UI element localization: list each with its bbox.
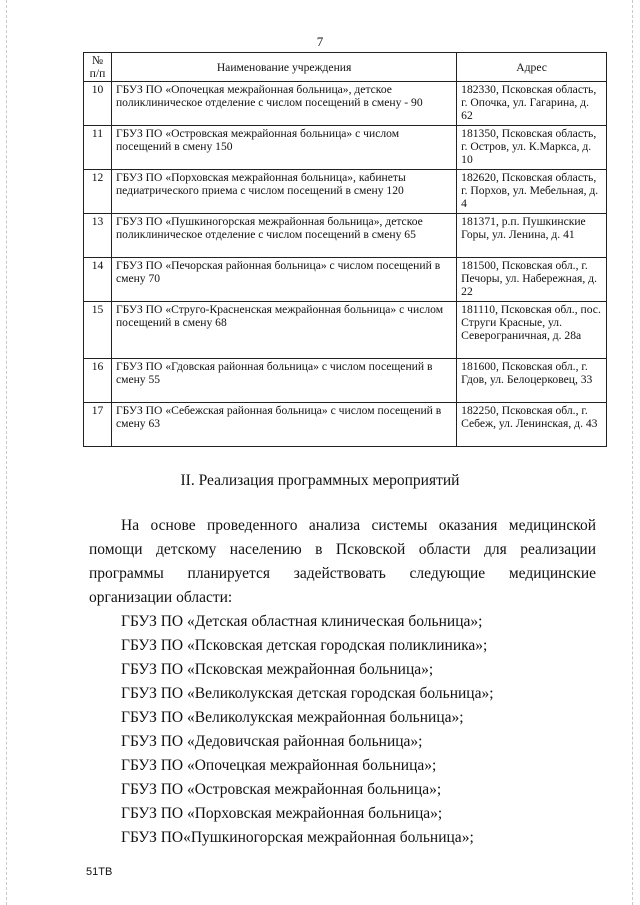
- institution-address: 182330, Псковская область, г. Опочка, ул. Гагарина, д. 62: [457, 82, 607, 126]
- institution-address: 181110, Псковская обл., пос. Струги Красные, ул. Северограничная, д. 28а: [457, 302, 607, 359]
- institutions-table: [83, 52, 607, 447]
- row-number: 10: [84, 82, 112, 126]
- institution-address: 181371, р.п. Пушкинские Горы, ул. Ленина, д. 41: [457, 214, 607, 258]
- institution-name: ГБУЗ ПО «Струго-Красненская межрайонная больница» с числом посещений в смену 68: [111, 302, 456, 359]
- intro-paragraph: На основе проведенного анализа системы оказания медицинской помощи детскому населению в Псковской области для реализации программы планируется задействовать следующие медицинские организации области:: [89, 517, 596, 606]
- list-item: ГБУЗ ПО «Детская областная клиническая больница»;: [121, 613, 483, 630]
- row-number: 11: [84, 126, 112, 170]
- institution-address: 181500, Псковская обл., г. Печоры, ул. Набережная, д. 22: [457, 258, 607, 302]
- institution-name: ГБУЗ ПО «Гдовская районная больница» с числом посещений в смену 55: [111, 359, 456, 403]
- page-number: 7: [316, 34, 324, 49]
- institution-name: ГБУЗ ПО «Островская межрайонная больница» с числом посещений в смену 150: [111, 126, 456, 170]
- list-item: ГБУЗ ПО «Великолукская детская городская больница»;: [121, 685, 494, 702]
- row-number: 14: [84, 258, 112, 302]
- row-number: 15: [84, 302, 112, 359]
- table-row: [84, 214, 607, 258]
- institution-address: 181350, Псковская область, г. Остров, ул. К.Маркса, д. 10: [457, 126, 607, 170]
- list-item: ГБУЗ ПО «Островская межрайонная больница»;: [121, 781, 442, 798]
- list-item: ГБУЗ ПО «Псковская детская городская поликлиника»;: [121, 637, 488, 654]
- institution-name: ГБУЗ ПО «Опочецкая межрайонная больница», детское поликлиническое отделение с числом посещений в смену - 90: [111, 82, 456, 126]
- table-row: [84, 82, 607, 126]
- list-item: ГБУЗ ПО «Псковская межрайонная больница»;: [121, 661, 434, 678]
- table-row: [84, 359, 607, 403]
- list-item: ГБУЗ ПО «Великолукская межрайонная больница»;: [121, 709, 464, 726]
- row-number: 16: [84, 359, 112, 403]
- header-institution-name: Наименование учреждения: [111, 53, 456, 82]
- row-number: 13: [84, 214, 112, 258]
- list-item: ГБУЗ ПО «Дедовичская районная больница»;: [121, 733, 423, 750]
- header-address: Адрес: [457, 53, 607, 82]
- row-number: 17: [84, 403, 112, 447]
- section-title: II. Реализация программных мероприятий: [180, 472, 460, 489]
- institution-name: ГБУЗ ПО «Печорская районная больница» с числом посещений в смену 70: [111, 258, 456, 302]
- row-number: 12: [84, 170, 112, 214]
- table-row: [84, 258, 607, 302]
- institution-name: ГБУЗ ПО «Порховская межрайонная больница», кабинеты педиатрического приема с числом посещений в смену 120: [111, 170, 456, 214]
- institution-address: 182620, Псковская область, г. Порхов, ул. Мебельная, д. 4: [457, 170, 607, 214]
- list-item: ГБУЗ ПО«Пушкиногорская межрайонная больница»;: [121, 829, 474, 846]
- institution-name: ГБУЗ ПО «Пушкиногорская межрайонная больница», детское поликлиническое отделение с числом посещений в смену 65: [111, 214, 456, 258]
- header-number: № п/п: [84, 53, 112, 82]
- organization-list: [121, 610, 494, 850]
- table-row: [84, 126, 607, 170]
- table-row: [84, 302, 607, 359]
- page-edge-right: [632, 0, 634, 905]
- table-row: [84, 170, 607, 214]
- institution-address: 182250, Псковская обл., г. Себеж, ул. Ленинская, д. 43: [457, 403, 607, 447]
- table-row: [84, 403, 607, 447]
- institution-name: ГБУЗ ПО «Себежская районная больница» с числом посещений в смену 63: [111, 403, 456, 447]
- table-header-row: [84, 53, 607, 82]
- list-item: ГБУЗ ПО «Порховская межрайонная больница»;: [121, 805, 443, 822]
- list-item: ГБУЗ ПО «Опочецкая межрайонная больница»;: [121, 757, 437, 774]
- page-edge-left: [6, 0, 8, 905]
- institution-address: 181600, Псковская обл., г. Гдов, ул. Белоцерковец, 33: [457, 359, 607, 403]
- footer-code: 51ТВ: [86, 866, 113, 878]
